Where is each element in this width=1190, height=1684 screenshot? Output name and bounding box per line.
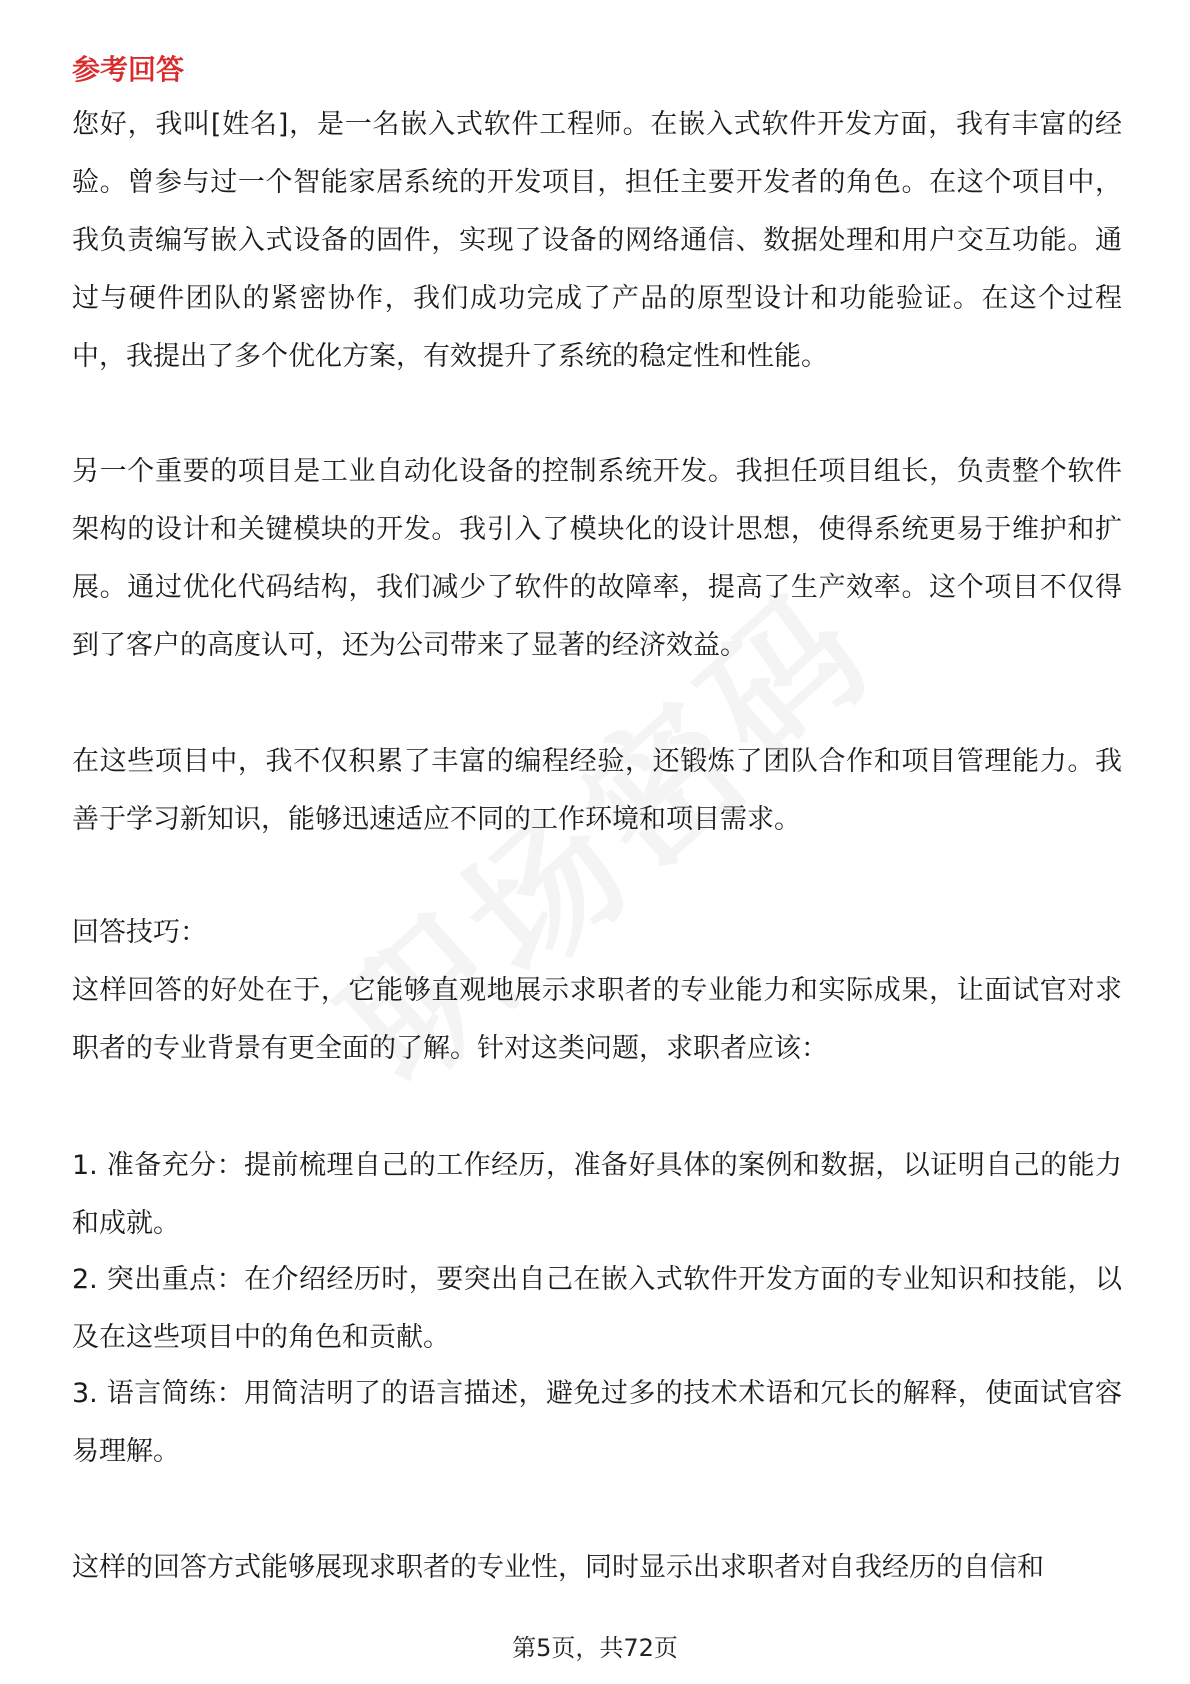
paragraph-tips-intro: 这样回答的好处在于，它能够直观地展示求职者的专业能力和实际成果，让面试官对求职者的专业背景有更全面的了解。针对这类问题，求职者应该： — [72, 975, 1122, 1064]
paragraph-summary: 在这些项目中，我不仅积累了丰富的编程经验，还锻炼了团队合作和项目管理能力。我善于学习新知识，能够迅速适应不同的工作环境和项目需求。 — [72, 746, 1122, 835]
tip-item-3: 3. 语言简练：用简洁明了的语言描述，避免过多的技术术语和冗长的解释，使面试官容易理解。 — [72, 1378, 1122, 1467]
section-heading: 参考回答 — [72, 53, 185, 86]
tip-item-1: 1. 准备充分：提前梳理自己的工作经历，准备好具体的案例和数据，以证明自己的能力和成就。 — [72, 1150, 1122, 1239]
page-number: 第5页，共72页 — [512, 1634, 678, 1662]
tip-item-2: 2. 突出重点：在介绍经历时，要突出自己在嵌入式软件开发方面的专业知识和技能，以及在这些项目中的角色和贡献。 — [72, 1264, 1122, 1353]
paragraph-closing: 这样的回答方式能够展现求职者的专业性，同时显示出求职者对自我经历的自信和 — [72, 1552, 1044, 1583]
tips-title: 回答技巧： — [72, 917, 207, 948]
paragraph-intro: 您好，我叫[姓名]，是一名嵌入式软件工程师。在嵌入式软件开发方面，我有丰富的经验。曾参与过一个智能家居系统的开发项目，担任主要开发者的角色。在这个项目中，我负责编写嵌入式设备的固件，实现了设备的网络通信、数据处理和用户交互功能。通过与硬件团队的紧密协作，我们成功完成了产品的原型设计和功能验证。在这个过程中，我提出了多个优化方案，有效提升了系统的稳定性和性能。 — [72, 109, 1122, 372]
paragraph-project2: 另一个重要的项目是工业自动化设备的控制系统开发。我担任项目组长，负责整个软件架构的设计和关键模块的开发。我引入了模块化的设计思想，使得系统更易于维护和扩展。通过优化代码结构，我们减少了软件的故障率，提高了生产效率。这个项目不仅得到了客户的高度认可，还为公司带来了显著的经济效益。 — [72, 456, 1122, 661]
